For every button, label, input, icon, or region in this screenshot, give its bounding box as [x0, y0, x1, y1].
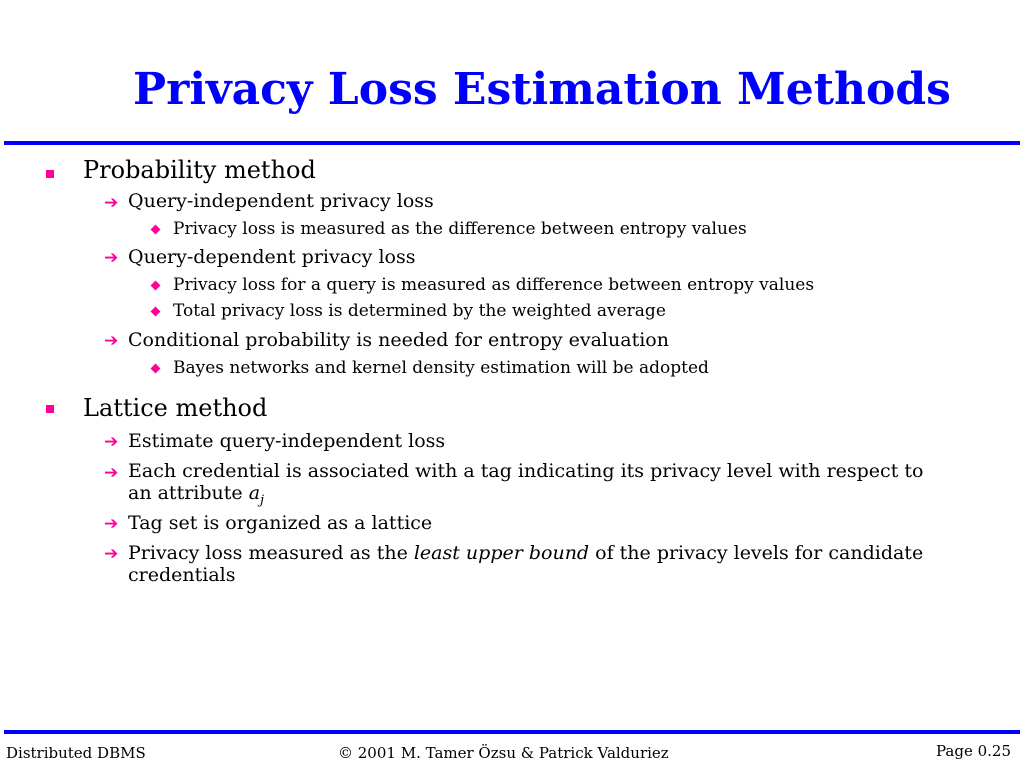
attribute-subscript: j	[260, 492, 265, 508]
item-label: Conditional probability is needed for entropy evaluation	[128, 329, 669, 351]
arrow-right-icon: ➔	[104, 193, 119, 213]
item-label-prefix: an attribute	[128, 482, 249, 504]
item-label-line1: Each credential is associated with a tag indicating its privacy level with respect to	[128, 460, 924, 482]
diamond-bullet-icon	[151, 307, 161, 317]
arrow-right-icon: ➔	[104, 514, 119, 534]
item-label-line2	[128, 482, 1008, 512]
arrow-right-icon: ➔	[104, 432, 119, 452]
item-label: Query-dependent privacy loss	[128, 246, 416, 268]
section-label: Lattice method	[83, 394, 268, 422]
diamond-bullet-icon	[151, 281, 161, 291]
arrow-right-icon: ➔	[104, 544, 119, 564]
section-label: Probability method	[83, 156, 316, 184]
footer-divider	[4, 730, 1020, 734]
item-label-suffix: of the privacy levels for candidate	[589, 542, 924, 564]
diamond-bullet-icon	[151, 364, 161, 374]
item-label: Estimate query-independent loss	[128, 430, 446, 452]
title-divider	[4, 141, 1020, 145]
item-label-line2: credentials	[128, 564, 236, 586]
subitem-label: Total privacy loss is determined by the weighted average	[173, 301, 666, 321]
subitem-label: Bayes networks and kernel density estimation will be adopted	[173, 358, 709, 378]
subitem-label: Privacy loss is measured as the difference between entropy values	[173, 219, 747, 239]
arrow-right-icon: ➔	[104, 331, 119, 351]
arrow-right-icon: ➔	[104, 463, 119, 483]
square-bullet-icon	[46, 405, 54, 413]
diamond-bullet-icon	[151, 225, 161, 235]
item-label: Tag set is organized as a lattice	[128, 512, 433, 534]
footer-page-number: Page 0.25	[936, 742, 1012, 760]
item-label-prefix: Privacy loss measured as the	[128, 542, 414, 564]
footer-left: Distributed DBMS	[6, 744, 146, 762]
square-bullet-icon	[46, 170, 54, 178]
footer-center: © 2001 M. Tamer Özsu & Patrick Valduriez	[338, 744, 669, 762]
item-label: Query-independent privacy loss	[128, 190, 434, 212]
slide-title: Privacy Loss Estimation Methods	[133, 64, 951, 115]
arrow-right-icon: ➔	[104, 248, 119, 268]
item-label-emphasis: least upper bound	[413, 542, 590, 564]
attribute-variable: a	[248, 482, 261, 504]
item-label-line1	[128, 542, 1008, 564]
subitem-label: Privacy loss for a query is measured as difference between entropy values	[173, 275, 815, 295]
